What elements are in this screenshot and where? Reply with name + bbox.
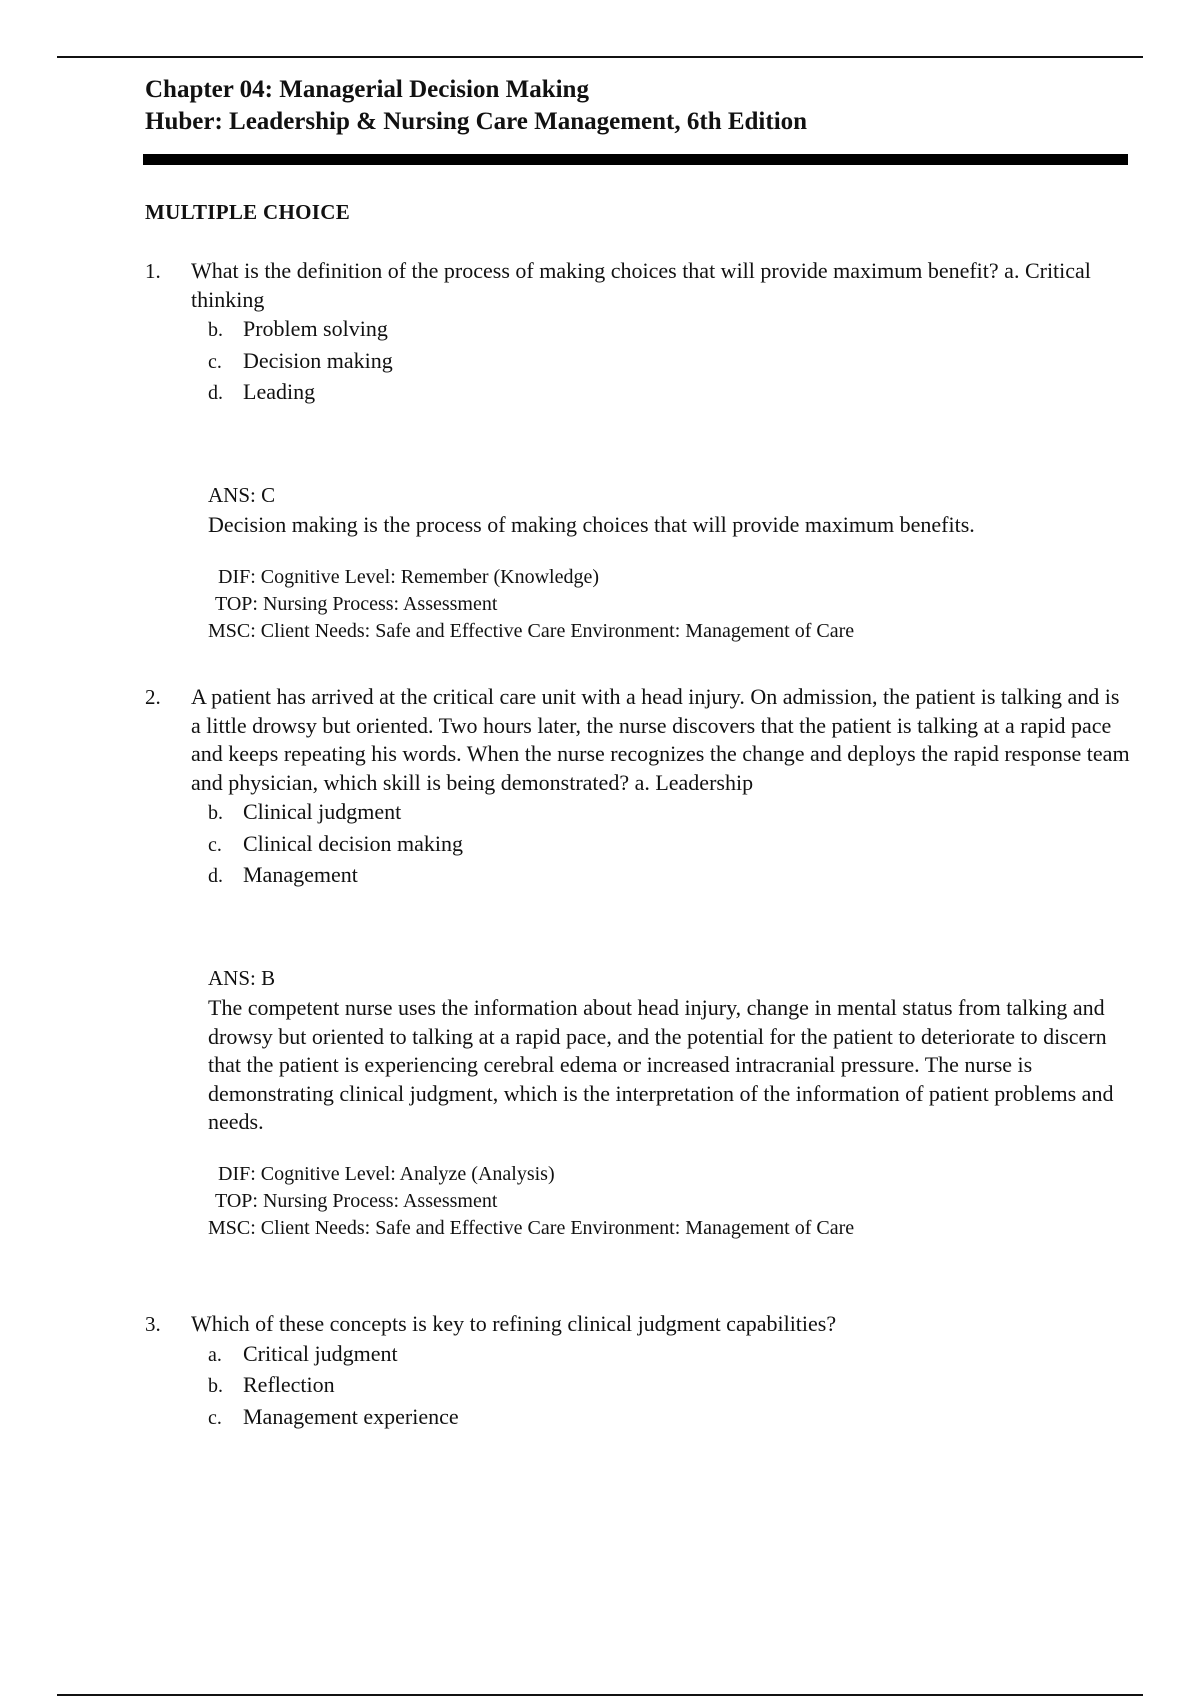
answer-option	[208, 860, 1130, 892]
chapter-title: Chapter 04: Managerial Decision Making	[145, 76, 589, 103]
question-metadata	[208, 564, 1130, 645]
client-needs: MSC: Client Needs: Safe and Effective Care Environment: Management of Care	[208, 1216, 855, 1239]
top-rule	[57, 56, 1143, 58]
book-title: Huber: Leadership & Nursing Care Management, 6th Edition	[145, 108, 808, 135]
document-header	[145, 74, 807, 138]
question-3	[145, 1310, 1130, 1433]
option-letter: d.	[208, 865, 223, 887]
answer-key: ANS: B	[208, 965, 276, 990]
question-metadata	[208, 1161, 1130, 1242]
answer-option	[208, 797, 1130, 829]
option-text: Problem solving	[243, 316, 388, 341]
option-letter: b.	[208, 1375, 223, 1397]
bottom-rule	[57, 1694, 1143, 1696]
question-stem: A patient has arrived at the critical care unit with a head injury. On admission, the patient is talking and is a little drowsy but oriented. Two hours later, the nurse discovers that the patient is talking at a rapid pace and keeps repeating his words. When the nurse recognizes the change and deploys the rapid response team and physician, which skill is being demonstrated? a. Leadership	[191, 684, 1130, 795]
option-letter: b.	[208, 802, 223, 824]
option-text: Critical judgment	[243, 1340, 398, 1366]
option-text: Leading	[243, 379, 316, 404]
option-letter: d.	[208, 382, 223, 404]
question-number: 3.	[145, 1312, 161, 1336]
answer-option	[208, 1339, 1130, 1371]
question-1	[145, 257, 1130, 645]
option-text: Reflection	[243, 1372, 335, 1397]
topic: TOP: Nursing Process: Assessment	[215, 592, 498, 615]
section-title: MULTIPLE CHOICE	[145, 200, 351, 224]
option-text: Clinical decision making	[243, 830, 463, 856]
difficulty-level: DIF: Cognitive Level: Analyze (Analysis)	[218, 1162, 555, 1185]
option-letter: c.	[208, 350, 222, 373]
answer-option	[208, 829, 1130, 861]
client-needs: MSC: Client Needs: Safe and Effective Care Environment: Management of Care	[208, 619, 855, 642]
option-letter: a.	[208, 1343, 222, 1366]
option-text: Management experience	[243, 1403, 459, 1429]
difficulty-level: DIF: Cognitive Level: Remember (Knowledge)	[218, 565, 600, 588]
answer-key: ANS: C	[208, 482, 276, 507]
answer-block	[208, 964, 1130, 1137]
answer-option	[208, 1402, 1130, 1434]
question-2	[145, 683, 1130, 1242]
option-text: Decision making	[243, 347, 393, 373]
option-letter: c.	[208, 1406, 222, 1429]
option-letter: c.	[208, 833, 222, 856]
header-divider	[143, 154, 1128, 165]
question-number: 2.	[145, 685, 161, 709]
topic: TOP: Nursing Process: Assessment	[215, 1189, 498, 1212]
question-stem: What is the definition of the process of making choices that will provide maximum benefit? a. Critical thinking	[191, 258, 1091, 312]
rationale: The competent nurse uses the information about head injury, change in mental status from talking and drowsy but oriented to talking at a rapid pace, and the potential for the patient to deteriorate to discern that the patient is experiencing cerebral edema or increased intracranial pressure. The nurse is demonstrating clinical judgment, which is the interpretation of the information of patient problems and needs.	[208, 995, 1114, 1134]
option-text: Management	[243, 862, 358, 887]
answer-option	[208, 1370, 1130, 1402]
answer-option	[208, 377, 1130, 409]
answer-option	[208, 314, 1130, 346]
option-text: Clinical judgment	[243, 799, 402, 824]
question-stem: Which of these concepts is key to refining clinical judgment capabilities?	[191, 1311, 837, 1336]
answer-option	[208, 346, 1130, 378]
question-number: 1.	[145, 259, 161, 283]
rationale: Decision making is the process of making choices that will provide maximum benefits.	[208, 512, 975, 537]
answer-block	[208, 481, 1130, 540]
option-letter: b.	[208, 319, 223, 341]
